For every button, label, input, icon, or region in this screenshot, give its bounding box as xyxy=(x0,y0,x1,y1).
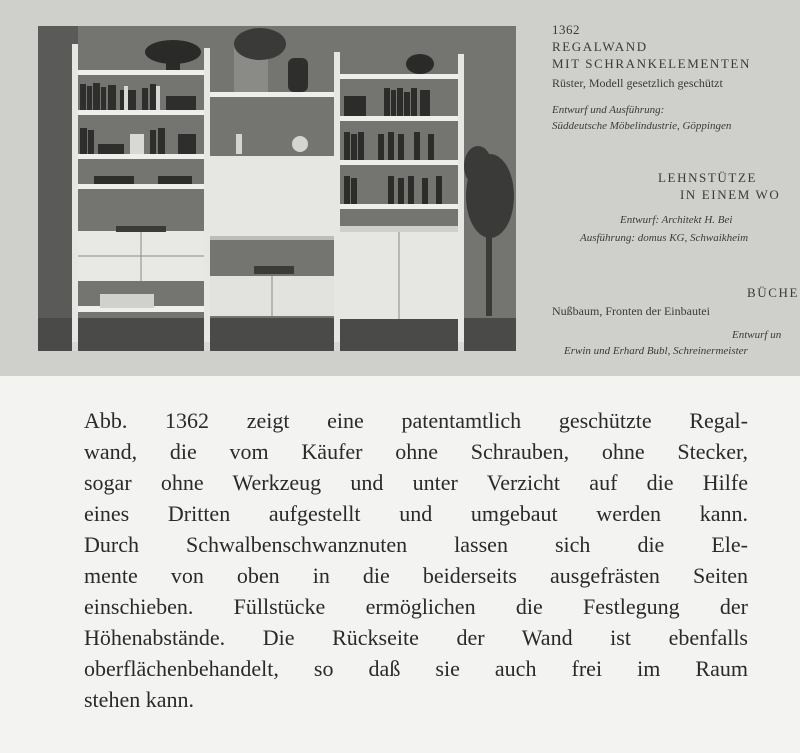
body-line: stehen kann. xyxy=(84,687,194,712)
body-line: einschieben. Füllstücke ermöglichen die Festlegung der xyxy=(84,594,748,619)
figure-title-line1: REGALWAND xyxy=(552,39,648,54)
body-line: wand, die vom Käufer ohne Schrauben, ohne Stecker, xyxy=(84,439,748,464)
body-line: eines Dritten aufgestellt und umgebaut werden kann. xyxy=(84,501,748,526)
third-caption-title: BÜCHE xyxy=(747,285,800,300)
third-caption-makers: Erwin und Erhard Bubl, Schreinermeister xyxy=(564,345,748,357)
figure-manufacturer: Süddeutsche Möbelindustrie, Göppingen xyxy=(552,120,732,132)
body-line: Abb. 1362 zeigt eine patentamtlich geschützte Regal- xyxy=(84,408,748,433)
figure-title-line2: MIT SCHRANKELEMENTEN xyxy=(552,56,751,71)
second-caption-title-line2: IN EINEM WO xyxy=(680,187,781,202)
figure-number: 1362 xyxy=(552,22,580,37)
body-line: Höhenabstände. Die Rückseite der Wand ist ebenfalls xyxy=(84,625,748,650)
body-line: oberflächenbehandelt, so daß sie auch frei im Raum xyxy=(84,656,748,681)
shelf-wall-photo xyxy=(38,26,516,351)
second-caption-architect: Entwurf: Architekt H. Bei xyxy=(620,214,733,226)
body-line: sogar ohne Werkzeug und unter Verzicht auf die Hilfe xyxy=(84,470,748,495)
third-caption-material: Nußbaum, Fronten der Einbautei xyxy=(552,304,710,318)
body-line: mente von oben in die beiderseits ausgefrästen Seiten xyxy=(84,563,748,588)
second-caption-execution: Ausführung: domus KG, Schwaikheim xyxy=(580,232,749,244)
figure-material: Rüster, Modell gesetzlich geschützt xyxy=(552,76,723,90)
figure-design-label: Entwurf und Ausführung: xyxy=(552,104,665,116)
figure-captions xyxy=(550,20,800,380)
second-caption-title-line1: LEHNSTÜTZE xyxy=(658,170,758,185)
body-line: Durch Schwalbenschwanznuten lassen sich die Ele- xyxy=(84,532,748,557)
third-caption-design-label: Entwurf un xyxy=(732,329,782,341)
body-paragraph xyxy=(84,405,748,715)
